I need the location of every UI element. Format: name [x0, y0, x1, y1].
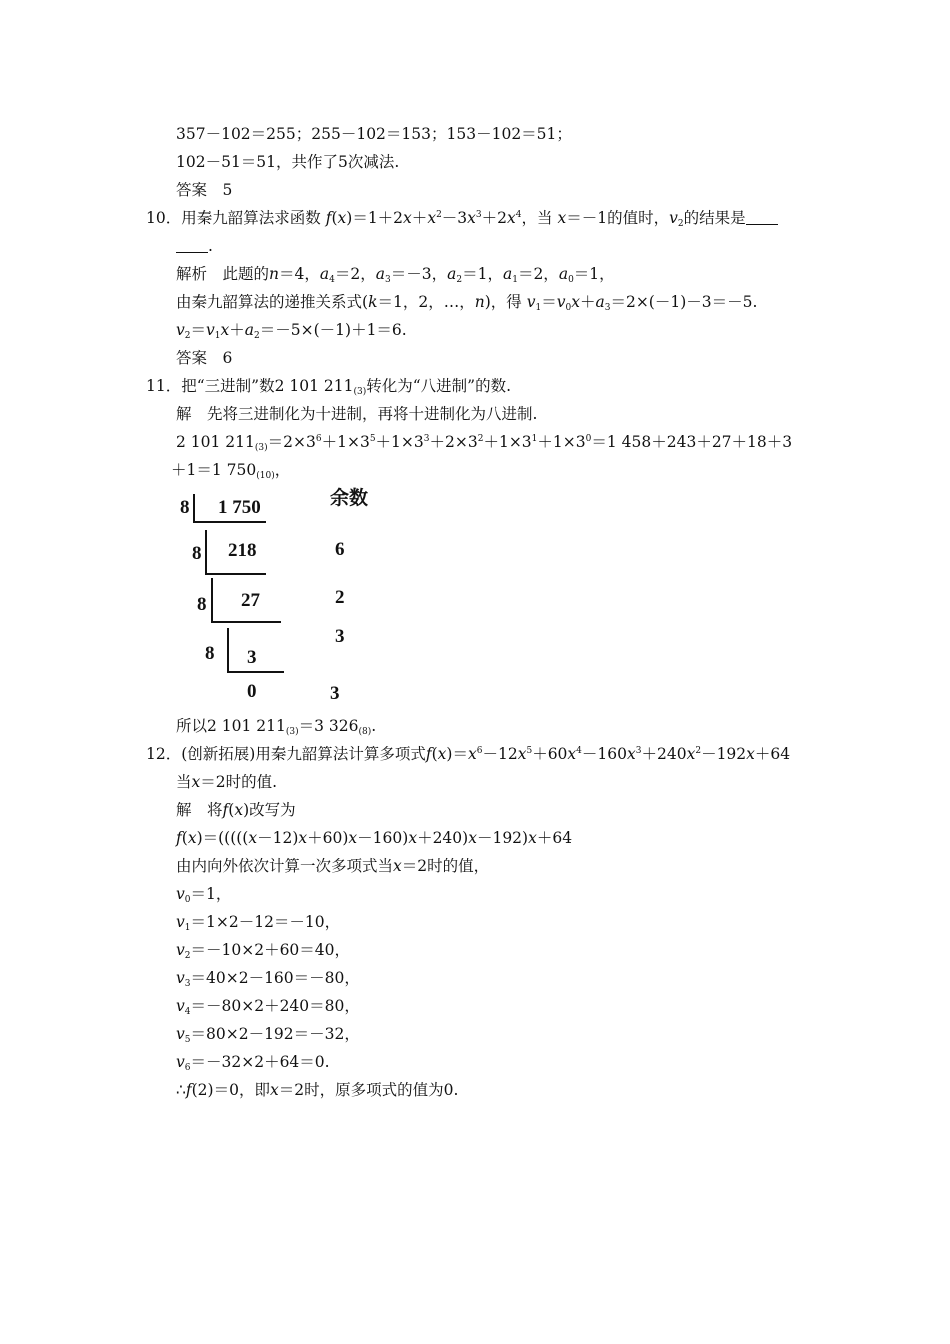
- dividend: 27: [241, 590, 260, 611]
- analysis-10-line3: $v_2=v_1x+a_2=-5\times(-1)+1=6$.: [176, 321, 407, 341]
- solution-12-line3: 由内向外依次计算一次多项式当x＝2时的值，: [176, 857, 490, 875]
- remainder: 3: [330, 683, 340, 704]
- remainder-header: 余数: [330, 488, 369, 509]
- remainder: 2: [335, 587, 345, 608]
- v6-line: $v_6=-32\times 2+64=0$.: [176, 1053, 330, 1073]
- solution-11-line2: 2 101 $211_{(3)}=2\times 3^6+1\times 3^5+1\times 3^3+2\times 3^2+1\times 3^1+1\times 3^0=1$ 458＋243＋27＋18＋3: [176, 433, 793, 453]
- solution-11-result: 所以2 101 $211_{(3)}=3$ $326_{(8)}$.: [176, 717, 377, 737]
- dividend: 0: [247, 681, 257, 702]
- remainder: 6: [335, 539, 345, 560]
- dividend: 3: [247, 647, 257, 668]
- remainder: 3: [335, 626, 345, 647]
- divisor: 8: [180, 497, 190, 518]
- dividend: 1 750: [218, 497, 261, 518]
- problem-11: 11．把“三进制”数2 101 $211_{(3)}$转化为“八进制”的数.: [146, 377, 511, 397]
- v0-line: $v_0=1$，: [176, 885, 232, 905]
- v1-line: $v_1=1\times 2-12=-10$，: [176, 913, 341, 933]
- solution-11-line3: ＋1＝1 $750_{(10)}$，: [171, 461, 291, 481]
- v2-line: $v_2=-10\times 2+60=40$，: [176, 941, 351, 961]
- conclusion-line: ∴f(2)＝0，即x＝2时，原多项式的值为0.: [176, 1081, 459, 1099]
- dividend: 218: [228, 540, 257, 561]
- problem-12: 12．(创新拓展)用秦九韶算法计算多项式$f(x)=x^6-12x^5+60x^4-160x^3+240x^2-192x+64$: [146, 745, 791, 763]
- analysis-10-line1: 解析 此题的n＝4，$a_4=2$，$a_3=-3$，$a_2=1$，$a_1=2$，$a_0=1$，: [176, 265, 615, 285]
- v3-line: $v_3=40\times 2-160=-80$，: [176, 969, 360, 989]
- solution-12-horner: f(x)＝(((((x－12)x＋60)x－160)x＋240)x－192)x＋64: [176, 829, 573, 847]
- text-line: 357－102＝255；255－102＝153；153－102＝51；: [176, 125, 572, 143]
- problem-12-line2: 当x＝2时的值.: [176, 773, 278, 791]
- problem-10: 10．用秦九韶算法求函数 $f(x)=1+2x+x^2-3x^3+2x^4$，当 x＝－1的值时，$v_2$的结果是: [146, 208, 778, 228]
- answer-10: 答案 6: [176, 349, 233, 367]
- v4-line: $v_4=-80\times 2+240=80$，: [176, 997, 360, 1017]
- analysis-10-line2: 由秦九韶算法的递推关系式(k＝1，2，…，n)，得 $v_1=v_0x+a_3=2\times(-1)-3=-5$.: [176, 293, 758, 313]
- solution-11-line1: 解 先将三进制化为十进制，再将十进制化为八进制.: [176, 405, 538, 423]
- divisor: 8: [197, 594, 207, 615]
- problem-10-blank: .: [176, 236, 213, 256]
- solution-12-line1: 解 将f(x)改写为: [176, 801, 296, 819]
- answer-line: 答案 5: [176, 181, 233, 199]
- divisor: 8: [192, 543, 202, 564]
- divisor: 8: [205, 643, 215, 664]
- v5-line: $v_5=80\times 2-192=-32$，: [176, 1025, 360, 1045]
- text-line: 102－51＝51，共作了5次减法.: [176, 153, 400, 171]
